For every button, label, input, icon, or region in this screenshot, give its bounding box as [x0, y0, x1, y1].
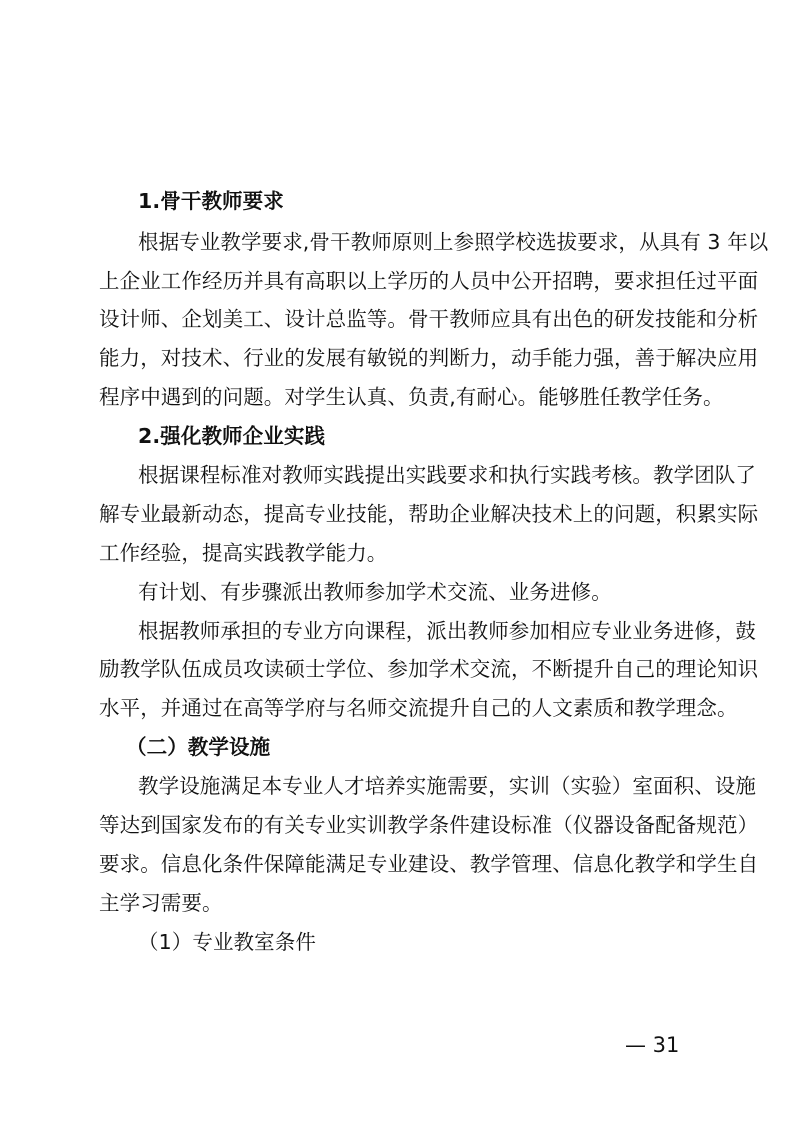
paragraph-line: 水平，并通过在高等学府与名师交流提升自己的人文素质和教学理念。 — [99, 696, 738, 720]
paragraph-line: 工作经验，提高实践教学能力。 — [99, 541, 388, 565]
paragraph-line: 根据教师承担的专业方向课程，派出教师参加相应专业业务进修，鼓 — [138, 619, 756, 643]
paragraph-line: 设计师、企划美工、设计总监等。骨干教师应具有出色的研发技能和分析 — [99, 307, 759, 331]
page-number: — 31 — [625, 1033, 680, 1057]
list-item-professional-classroom: （1）专业教室条件 — [138, 930, 316, 954]
paragraph-line: 要求。信息化条件保障能满足专业建设、教学管理、信息化教学和学生自 — [99, 852, 759, 876]
paragraph-line: 能力，对技术、行业的发展有敏锐的判断力，动手能力强，善于解决应用 — [99, 346, 759, 370]
paragraph-line: 上企业工作经历并具有高职以上学历的人员中公开招聘，要求担任过平面 — [99, 269, 759, 293]
paragraph-line: 解专业最新动态，提高专业技能，帮助企业解决技术上的问题，积累实际 — [99, 502, 759, 526]
section-heading-teaching-facilities: （二）教学设施 — [126, 735, 271, 759]
paragraph-line: 根据专业教学要求,骨干教师原则上参照学校选拔要求，从具有 3 年以 — [138, 230, 769, 254]
paragraph-line: 励教学队伍成员攻读硕士学位、参加学术交流，不断提升自己的理论知识 — [99, 657, 759, 681]
paragraph-line: 主学习需要。 — [99, 891, 223, 915]
paragraph-line: 等达到国家发布的有关专业实训教学条件建设标准（仪器设备配备规范） — [99, 813, 759, 837]
paragraph-line: 教学设施满足本专业人才培养实施需要，实训（实验）室面积、设施 — [138, 774, 756, 798]
section-heading-enterprise-practice: 2.强化教师企业实践 — [138, 424, 326, 448]
paragraph-line: 程序中遇到的问题。对学生认真、负责,有耐心。能够胜任教学任务。 — [99, 385, 724, 409]
paragraph-line: 根据课程标准对教师实践提出实践要求和执行实践考核。教学团队了 — [138, 463, 756, 487]
section-heading-backbone-teachers: 1.骨干教师要求 — [138, 189, 284, 213]
paragraph-line: 有计划、有步骤派出教师参加学术交流、业务进修。 — [138, 580, 612, 604]
